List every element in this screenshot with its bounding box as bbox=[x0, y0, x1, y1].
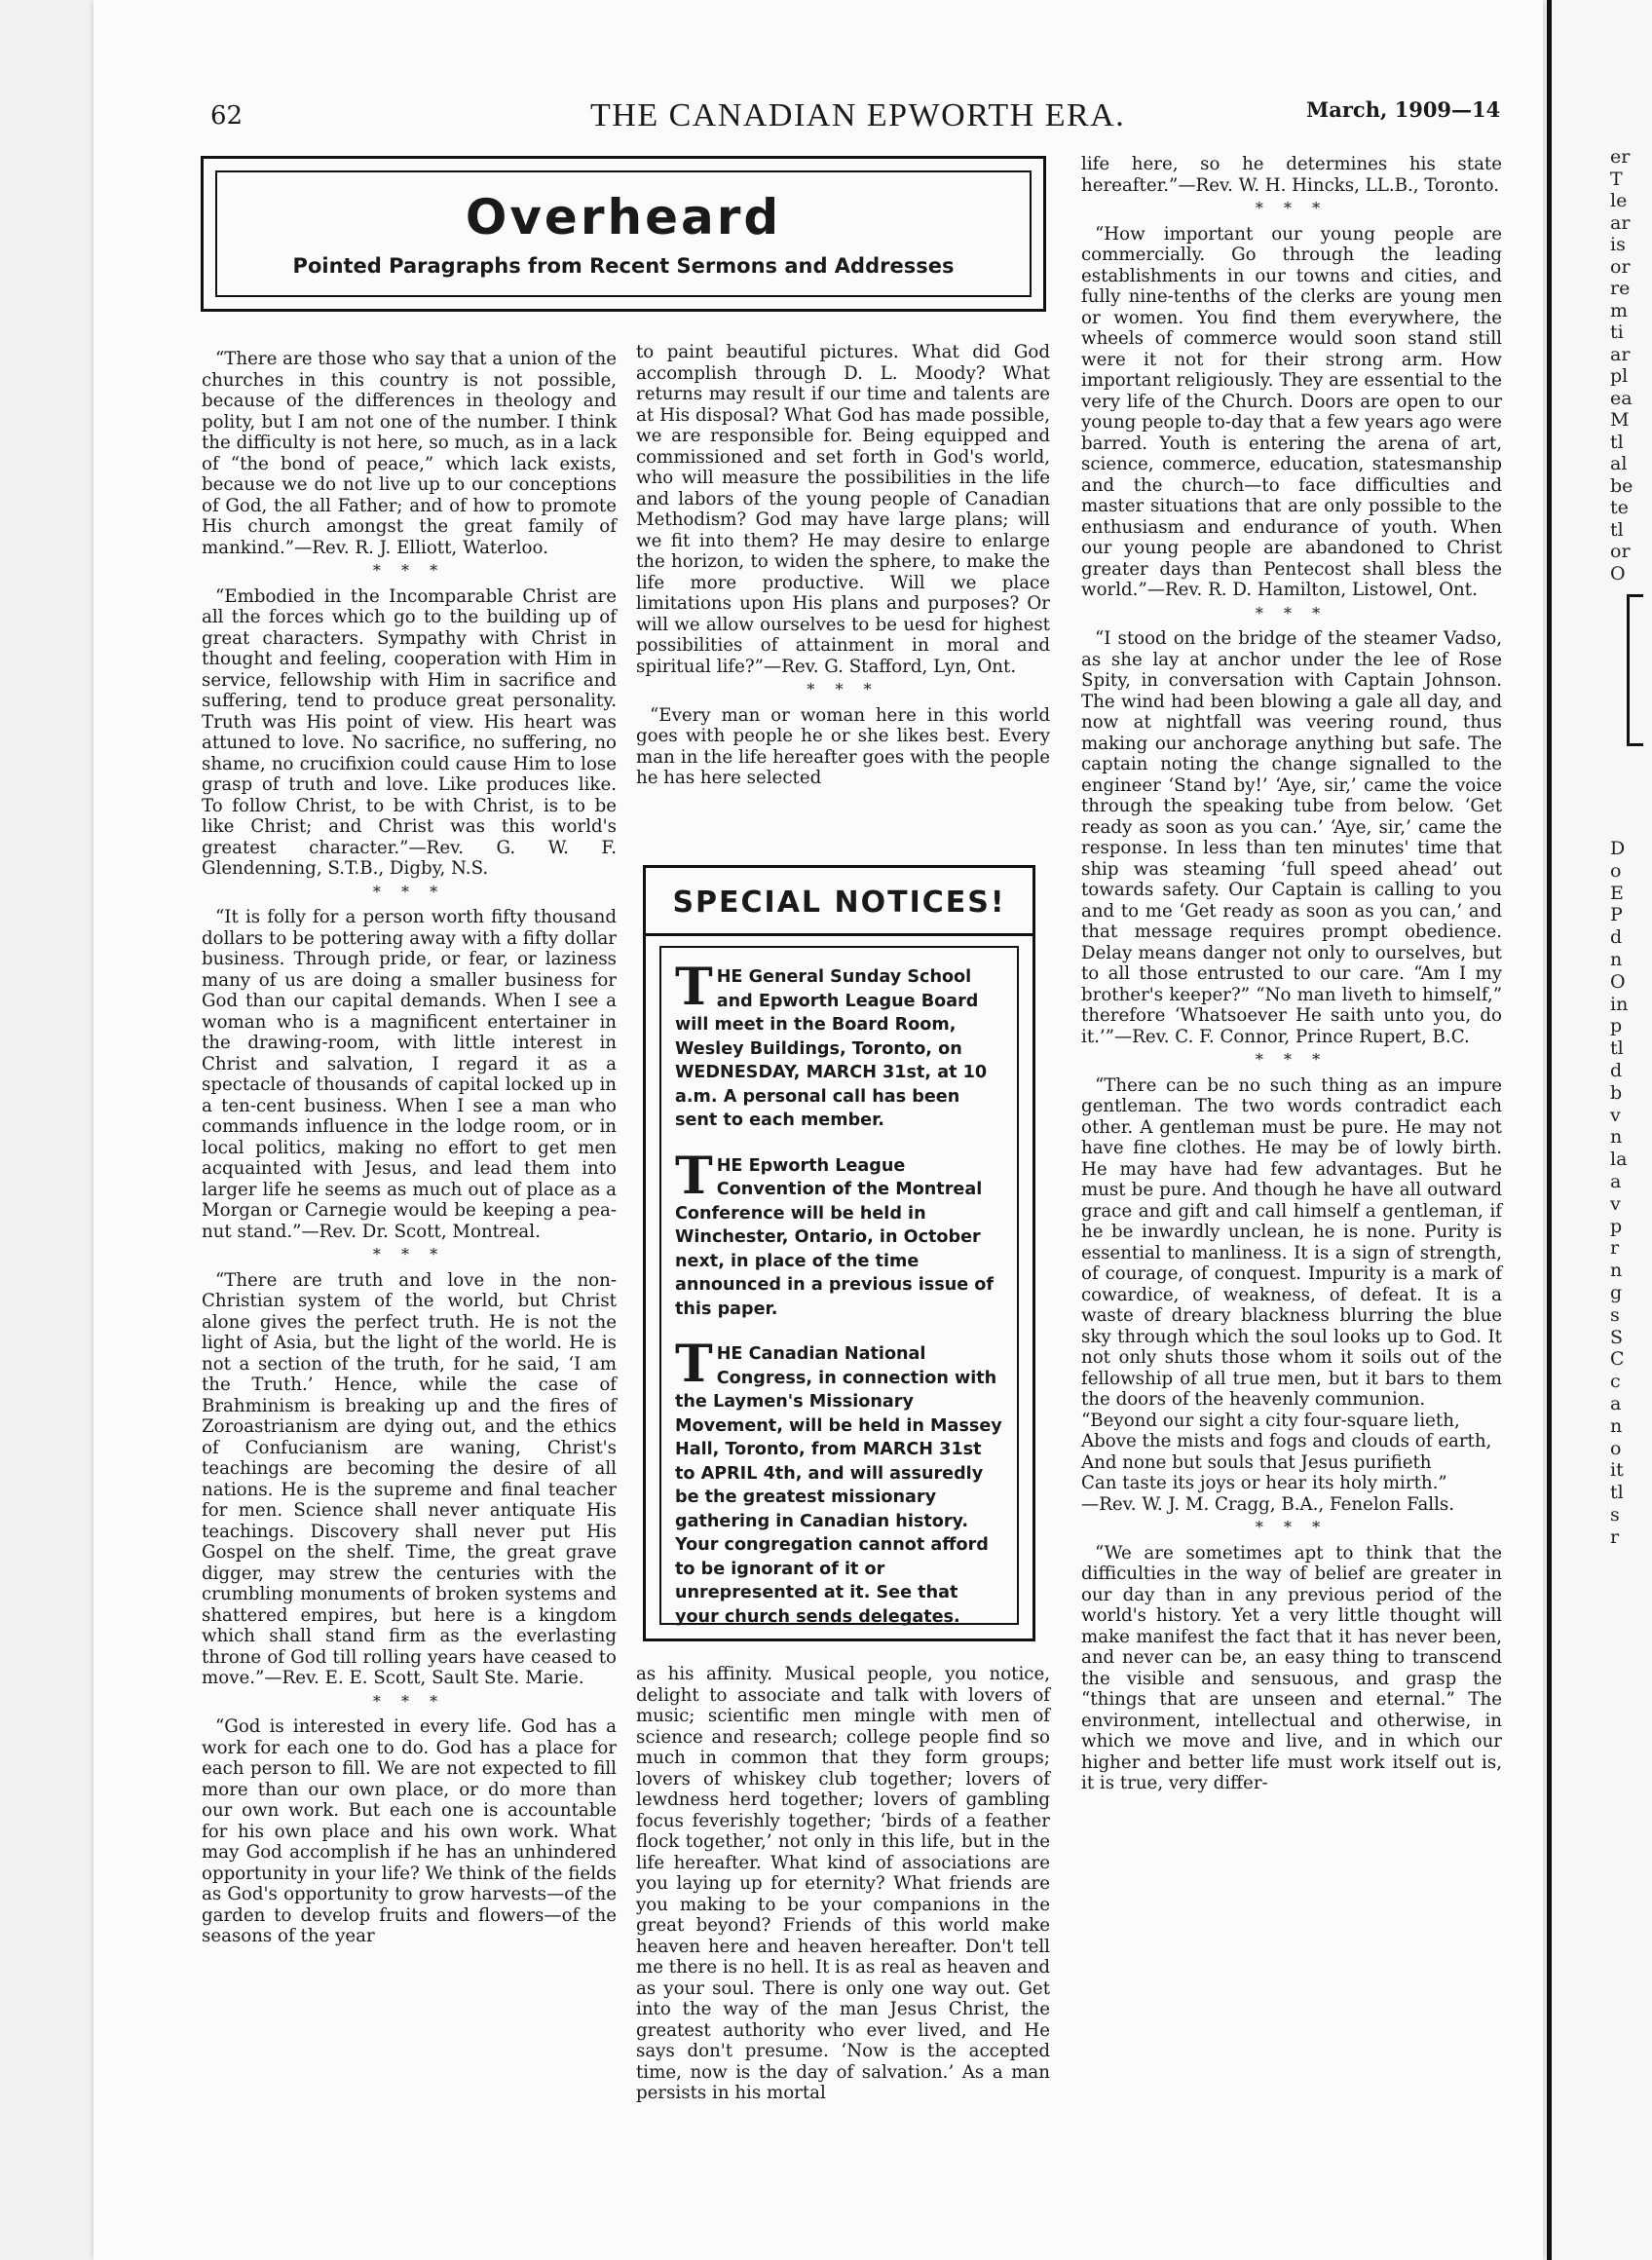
paragraph: “There can be no such thing as an impure gentleman. The two words contradict each other. A gentleman must be pure. He may not have fine clothes. He may be of lowly birth. He may have had few advantages. But he must be pure. And though he have all outward grace and gift and call himself a gentleman, if he be inwardly unclean, he is none. Purity is essential to manliness. It is a sign of strength, of courage, of conquest. Impurity is a mark of cowardice, of weakness, of defeat. It is a waste of dreary blackness blurring the blue sky through which the soul looks up to God. It not only shuts those whom it soils out of the fellowship of all true men, but it bars to them the doors of the heavenly communion. bbox=[1081, 1074, 1502, 1410]
paragraph: life here, so he determines his state hereafter.”—Rev. W. H. Hincks, LL.B., Toronto. bbox=[1081, 154, 1502, 196]
edge-text-fragment: g bbox=[1610, 1282, 1623, 1303]
edge-text-fragment: a bbox=[1610, 1393, 1622, 1414]
section-separator: * * * bbox=[1255, 1518, 1329, 1536]
edge-text-fragment: c bbox=[1610, 1371, 1621, 1393]
edge-text-fragment: n bbox=[1610, 949, 1623, 970]
edge-text-fragment: te bbox=[1610, 497, 1629, 518]
column-3 bbox=[1081, 154, 1502, 1794]
edge-text-fragment: is bbox=[1610, 234, 1626, 255]
notices-body bbox=[659, 946, 1019, 1625]
paragraph: “There are truth and love in the non-Christian system of the world, but Christ alone gives the perfect truth. He is not the light of Asia, but the light of the world. He is not a section of the truth, for he said, ‘I am the Truth.’ Hence, while the case of Brahminism is breaking up and the fires of Zoroastrianism are dying out, and the ethics of Confucianism are waning, Christ's teachings are becoming the desire of all nations. He is the supreme and final teacher for men. Science shall never antiquate His teachings. Discovery shall never put His Gospel on the shelf. Time, the great grave digger, may strew the centuries with the crumbling monuments of broken systems and shattered empires, but here is a kingdom which shall stand firm as the everlasting throne of God till rolling years have ceased to move.”—Rev. E. E. Scott, Sault Ste. Marie. bbox=[202, 1269, 617, 1688]
edge-text-fragment: tl bbox=[1610, 1037, 1624, 1060]
drop-cap: T bbox=[675, 1146, 713, 1206]
edge-text-fragment: S bbox=[1610, 1326, 1624, 1348]
edge-text-fragment: la bbox=[1610, 1149, 1628, 1171]
notice-text: HE Epworth League Convention of the Montreal Conference will be held in Winchester, Ontario, in October next, in place of the time announced in a previous issue of this paper. bbox=[675, 1155, 995, 1319]
edge-text-fragment: ti bbox=[1610, 321, 1624, 343]
edge-text-fragment: ar bbox=[1610, 211, 1631, 234]
notices-heading: SPECIAL NOTICES! bbox=[646, 868, 1032, 936]
edge-text-fragment: C bbox=[1610, 1348, 1625, 1371]
edge-text-fragment: tl bbox=[1610, 431, 1624, 453]
running-head bbox=[94, 97, 1543, 136]
edge-text-fragment: re bbox=[1610, 278, 1631, 299]
poem-line: And none but souls that Jesus purifieth bbox=[1081, 1451, 1432, 1473]
paragraph: “It is folly for a person worth fifty thousand dollars to be pottering away with a fifty dollar business. Through pride, or fear, or laziness many of us are doing a smaller business for God than our capital demands. When I see a woman who is a magnificent entertainer in the drawing-room, with little interest in Christ and salvation, I regard it as a spectacle of thousands of capital locked up in a ten-cent business. When I see a man who commands influence in the lodge room, or in local politics, making no effort to get men acquainted with Jesus, and lead them into larger life he seems as much out of place as a Morgan or Carnegie would be keeping a pea-nut stand.”—Rev. Dr. Scott, Montreal. bbox=[202, 907, 617, 1242]
edge-text-fragment: v bbox=[1610, 1104, 1621, 1126]
edge-text-fragment: a bbox=[1610, 1171, 1622, 1192]
edge-text-fragment: r bbox=[1610, 1237, 1620, 1260]
edge-text-fragment: er bbox=[1610, 146, 1631, 168]
drop-cap: T bbox=[675, 958, 713, 1017]
notice-item bbox=[675, 1335, 1003, 1629]
edge-text-fragment: m bbox=[1610, 299, 1629, 321]
paragraph: “How important our young people are commercially. Go through the leading establishments in our towns and cities, and fully nine-tenths of the clerks are young men or women. You find them everywhere, the wheels of commerce would soon stand still were it not for their strong arm. How important religiously. They are essential to the very life of the Church. Doors are open to our young people to-day that a few years ago were barred. Youth is entering the arena of art, science, commerce, education, statesmanship and the church—to face difficulties and master situations that are only possible to the enthusiasm and endurance of youth. When our young people are abandoned to Christ greater days than Pentecost shall bless the world.”—Rev. R. D. Hamilton, Listowel, Ont. bbox=[1081, 223, 1502, 600]
edge-text-fragment: o bbox=[1610, 859, 1622, 882]
notice-text: HE Canadian National Congress, in connection with the Laymen's Missionary Movement, will be held in Massey Hall, Toronto, from MARCH 31st to APRIL 4th, and will assuredly be the greatest missionary gathering in Canadian history. Your congregation cannot afford to be ignorant of it or unrepresented at it. See that your church sends delegates. bbox=[675, 1344, 1002, 1627]
adjacent-page-rule bbox=[1627, 594, 1643, 746]
edge-text-fragment: s bbox=[1610, 1504, 1620, 1526]
paragraph: “There are those who say that a union of the churches in this country is not possible, because of the differences in theology and polity, but I am not one of the number. I think the difficulty is not here, so much, as in a lack of “the bond of peace,” which lack exists, because we do not live up to our conceptions of God, the all Father; and of how to promote His church amongst the great family of mankind.”—Rev. R. J. Elliott, Waterloo. bbox=[202, 349, 617, 558]
edge-text-fragment: p bbox=[1610, 1015, 1623, 1037]
edge-text-fragment: it bbox=[1610, 1459, 1624, 1482]
section-separator: * * * bbox=[807, 680, 880, 698]
poem-line: Above the mists and fogs and clouds of earth, bbox=[1081, 1431, 1492, 1451]
edge-text-fragment: or bbox=[1610, 255, 1631, 278]
notice-text: HE General Sunday School and Epworth League Board will meet in the Board Room, Wesley Buildings, Toronto, on WEDNESDAY, MARCH 31st, at 10 a.m. A personal call has been sent to each member. bbox=[675, 967, 988, 1130]
section-separator: * * * bbox=[1255, 199, 1329, 217]
edge-text-fragment: O bbox=[1610, 970, 1626, 993]
paragraph: to paint beautiful pictures. What did God accomplish through D. L. Moody? What returns may result if our time and talents are at His disposal? What God has made possible, we are responsible for. Being equipped and commissioned and set forth in God's world, who will measure the possibilities in the life and labors of the young people of Canadian Methodism? God may have large plans; will we fit into them? He may desire to enlarge the horizon, to widen the sphere, to make the life more productive. Will we place limitations upon His plans and purposes? Or will we allow ourselves to be uesd for highest possibilities of attainment in moral and spiritual life?”—Rev. G. Stafford, Lyn, Ont. bbox=[636, 342, 1050, 677]
paragraph: “Every man or woman here in this world goes with people he or she likes best. Every man in the life hereafter goes with the people he has here selected bbox=[636, 704, 1050, 788]
poem bbox=[1081, 1411, 1502, 1494]
issue-date: March, 1909—14 bbox=[1306, 97, 1501, 122]
edge-text-fragment: pl bbox=[1610, 365, 1629, 387]
paragraph: “We are sometimes apt to think that the difficulties in the way of belief are greater in our day than in any previous period of the world's history. Yet a very little thought will make manifest the fact that it has never been, and never can be, an easy thing to transcend the visible and sensuous, and grasp the “things that are unseen and eternal.” The environment, intellectual and otherwise, in which we move and live, and in which our higher and better life must work itself out is, it is true, very differ- bbox=[1081, 1542, 1502, 1793]
overheard-title-box bbox=[201, 156, 1046, 312]
drop-cap: T bbox=[675, 1335, 713, 1394]
notice-item bbox=[675, 1146, 1003, 1322]
poem-line: Can taste its joys or hear its holy mirth.” bbox=[1081, 1473, 1447, 1493]
column-2-top bbox=[636, 342, 1050, 789]
attribution: —Rev. W. J. M. Cragg, B.A., Fenelon Falls. bbox=[1081, 1493, 1455, 1515]
edge-text-fragment: d bbox=[1610, 1060, 1623, 1081]
edge-text-fragment: tl bbox=[1610, 1482, 1624, 1504]
edge-text-fragment: E bbox=[1610, 882, 1624, 904]
section-title: Overheard bbox=[465, 189, 782, 245]
edge-text-fragment: s bbox=[1610, 1303, 1620, 1326]
edge-text-fragment: o bbox=[1610, 1437, 1622, 1459]
edge-text-fragment: le bbox=[1610, 190, 1628, 211]
edge-text-fragment: in bbox=[1610, 993, 1629, 1015]
paragraph: “God is interested in every life. God has a work for each one to do. God has a place for each person to fill. We are not expected to fill more than our own place, or do more than our own work. But each one is accountable for his own place and his own work. What may God accomplish if he has an unhindered opportunity in your life? We think of the fields as God's opportunity to grow harvests—of the garden to develop fruits and flowers—of the seasons of the year bbox=[202, 1716, 617, 1946]
edge-text-fragment: P bbox=[1610, 904, 1623, 926]
edge-text-fragment: v bbox=[1610, 1192, 1621, 1215]
edge-text-fragment: r bbox=[1610, 1526, 1620, 1548]
edge-text-fragment: p bbox=[1610, 1215, 1623, 1237]
paragraph: “I stood on the bridge of the steamer Vadso, as she lay at anchor under the lee of Rose Spity, in conversation with Captain Johnson. The wind had been blowing a gale all day, and now at nightfall was veering round, thus making our anchorage anything but safe. The captain noting the change signalled to the engineer ‘Stand by!’ ‘Aye, sir,’ came the voice through the speaking tube from below. ‘Get ready as soon as you can.’ ‘Aye, sir,’ came the response. In less than ten minutes' time that ship was steaming ‘full speed ahead’ out towards safety. Our Captain is calling to you and to me ‘Get ready as soon as you can,’ and that message requires prompt obedience. Delay means danger not only to ourselves, but to all those entrusted to our care. “Am I my brother's keeper?” “No man liveth to himself,” therefore ‘Whatsoever He saith unto you, do it.’”—Rev. C. F. Connor, Prince Rupert, B.C. bbox=[1081, 628, 1502, 1047]
edge-text-fragment: D bbox=[1610, 838, 1626, 859]
adjacent-page-edge bbox=[1547, 0, 1652, 2260]
column-1 bbox=[202, 349, 617, 1947]
edge-text-fragment: d bbox=[1610, 926, 1623, 949]
edge-text-fragment: n bbox=[1610, 1260, 1623, 1282]
edge-text-fragment: or bbox=[1610, 541, 1631, 562]
edge-text-fragment: n bbox=[1610, 1414, 1623, 1437]
edge-text-fragment: ea bbox=[1610, 387, 1633, 409]
section-separator: * * * bbox=[1255, 603, 1329, 622]
special-notices-box bbox=[643, 865, 1035, 1641]
page-number: 62 bbox=[210, 101, 244, 131]
edge-text-fragment: O bbox=[1610, 562, 1626, 584]
poem-line: “Beyond our sight a city four-square lieth, bbox=[1081, 1410, 1460, 1431]
section-separator: * * * bbox=[372, 561, 446, 580]
section-separator: * * * bbox=[372, 882, 446, 901]
section-separator: * * * bbox=[1255, 1050, 1329, 1069]
paragraph: “Embodied in the Incomparable Christ are all the forces which go to the building up of great characters. Sympathy with Christ in thought and feeling, cooperation with Him in service, fellowship with Him in sacrifice and suffering, tend to produce great personality. Truth was His point of view. His heart was attuned to love. No sacrifice, no suffering, no shame, no crucifixion could cause Him to lose grasp of truth and love. Like produces like. To follow Christ, to be with Christ, is to be like Christ; and Christ was this world's greatest character.”—Rev. G. W. F. Glendenning, S.T.B., Digby, N.S. bbox=[202, 585, 617, 879]
journal-title: THE CANADIAN EPWORTH ERA. bbox=[590, 97, 1126, 133]
section-subtitle: Pointed Paragraphs from Recent Sermons and Addresses bbox=[292, 254, 955, 278]
section-separator: * * * bbox=[372, 1245, 446, 1263]
edge-text-fragment: be bbox=[1610, 474, 1633, 497]
edge-text-fragment: M bbox=[1610, 409, 1630, 431]
edge-text-fragment: ar bbox=[1610, 343, 1631, 365]
section-separator: * * * bbox=[372, 1691, 446, 1711]
edge-text-fragment: b bbox=[1610, 1081, 1623, 1104]
column-2-bottom bbox=[636, 1664, 1050, 2104]
edge-text-fragment: tl bbox=[1610, 518, 1624, 541]
edge-text-fragment: T bbox=[1610, 168, 1623, 190]
edge-text-fragment: al bbox=[1610, 453, 1628, 474]
edge-text-fragment: n bbox=[1610, 1126, 1623, 1149]
notice-item bbox=[675, 958, 1003, 1133]
paragraph: as his affinity. Musical people, you notice, delight to associate and talk with lovers of music; scientific men mingle with men of science and research; college people find so much in common that they form groups; lovers of whiskey club together; lovers of lewdness herd together; lovers of gambling focus feverishly together; ‘birds of a feather flock together,’ not only in this life, but in the life hereafter. What kind of associations are you laying up for eternity? What friends are you making to be your companions in the great beyond? Friends of this world make heaven here and heaven hereafter. Don't tell me there is no hell. It is as real as heaven and as your soul. There is only one way out. Get into the way of the man Jesus Christ, the greatest authority who ever lived, and He says don't presume. ‘Now is the accepted time, now is the day of salvation.’ As a man persists in his mortal bbox=[636, 1664, 1050, 2103]
